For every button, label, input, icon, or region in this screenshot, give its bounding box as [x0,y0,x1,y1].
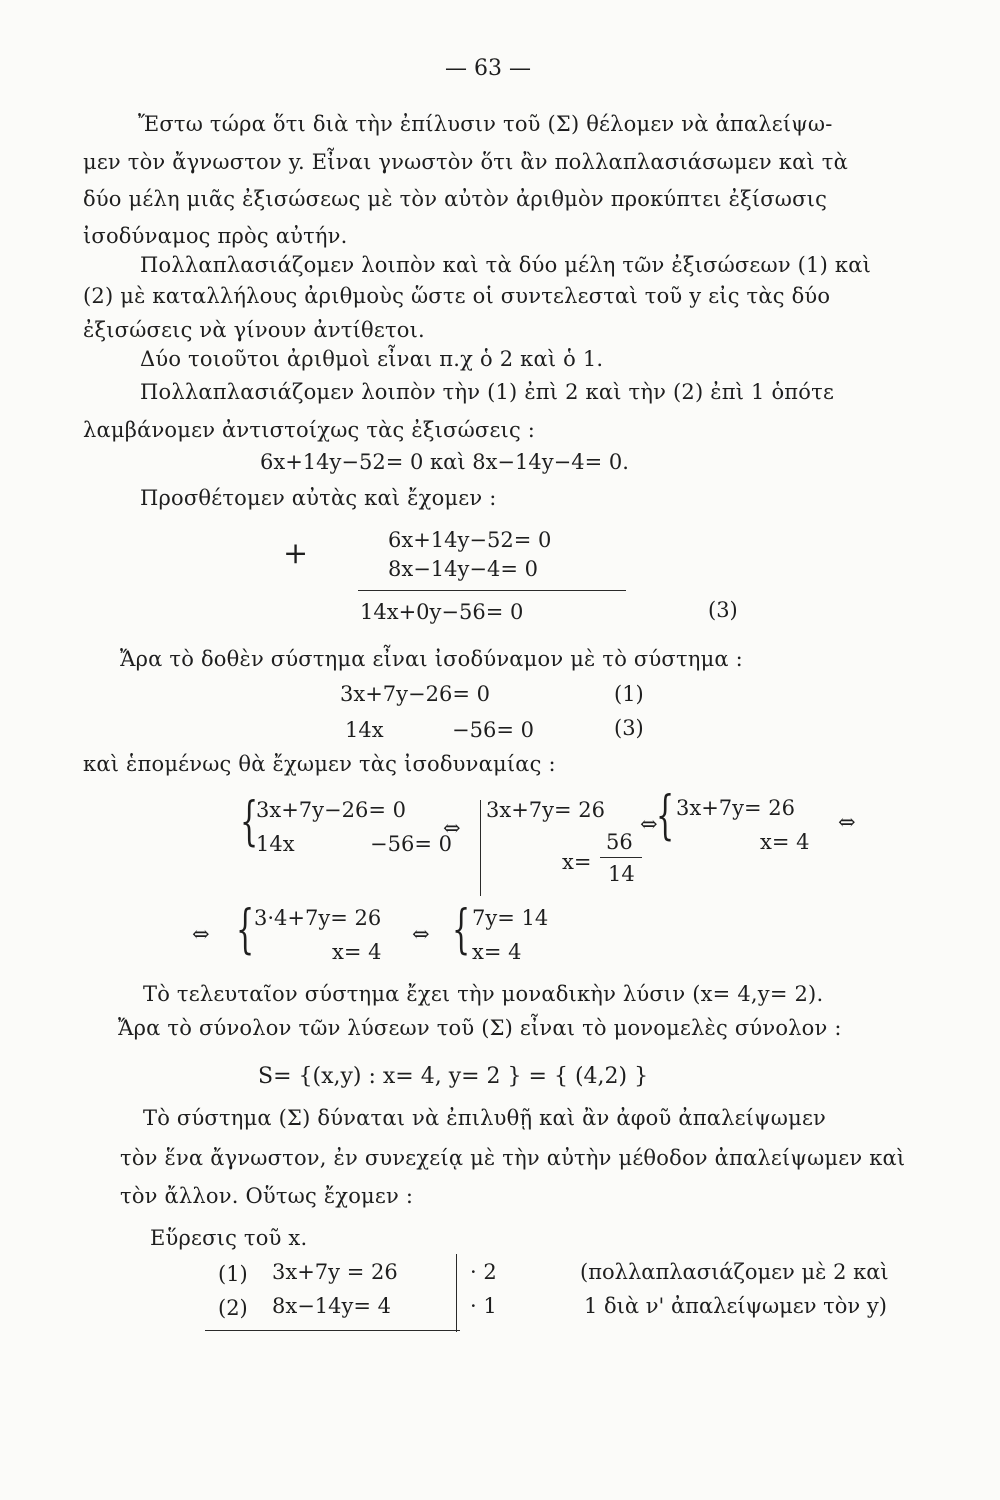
equiv-s3-r1: 3x+7y= 26 [676,796,796,820]
text-line: Δύο τοιοῦτοι ἀριθμοὶ εἶναι π.χ ὁ 2 καὶ ὁ 1. [140,347,604,371]
addition-row-2: 8x−14y−4= 0 [388,557,538,581]
equation-label: (1) [614,682,644,706]
equivalence-arrow: ⇔ [838,810,856,834]
table-underline [205,1330,460,1331]
equivalence-arrow: ⇔ [640,812,658,836]
equiv-s1-r2b: −56= 0 [370,832,452,856]
text-line: δύο μέλη μιᾶς ἐξισώσεως μὲ τὸν αὐτὸν ἀριθμὸν προκύπτει ἐξίσωσις [83,187,828,211]
equation-label: (3) [708,598,738,622]
sum-line [358,590,626,591]
text-line: Ἔστω τώρα ὅτι διὰ τὴν ἐπίλυσιν τοῦ (Σ) θέλομεν νὰ ἀπαλείψω- [138,112,833,136]
equiv-s4-r1: 3·4+7y= 26 [254,906,382,930]
multiplier-1: · 2 [470,1260,497,1284]
equation-label: (3) [614,716,644,740]
fraction-denominator: 14 [608,862,635,886]
addition-row-1: 6x+14y−52= 0 [388,528,552,552]
table-note: 1 διὰ ν' ἀπαλείψωμεν τὸν y) [584,1294,887,1318]
table-divider [456,1254,457,1332]
system-eq-1: 3x+7y−26= 0 [340,682,490,706]
equiv-s1-r2a: 14x [256,832,295,856]
text-line: Ἄρα τὸ δοθὲν σύστημα εἶναι ἰσοδύναμον μὲ τὸ σύστημα : [120,647,743,671]
text-line: καὶ ἑπομένως θὰ ἔχωμεν τὰς ἰσοδυναμίας : [83,752,556,776]
table-equation-1: 3x+7y = 26 [272,1260,398,1284]
equivalence-arrow: ⇔ [192,922,210,946]
equiv-s2-x: x= [562,850,592,874]
system-eq-3-right: −56= 0 [452,718,534,742]
equiv-s3-r2: x= 4 [760,830,810,854]
addition-result: 14x+0y−56= 0 [360,600,524,624]
row-label: (2) [218,1296,248,1320]
plus-sign: + [283,536,309,571]
text-line: ἐξισώσεις νὰ γίνουν ἀντίθετοι. [83,318,425,342]
text-line: Ἄρα τὸ σύνολον τῶν λύσεων τοῦ (Σ) εἶναι τὸ μονομελὲς σύνολον : [118,1016,842,1040]
text-line: Πολλαπλασιάζομεν λοιπὸν τὴν (1) ἐπὶ 2 καὶ τὴν (2) ἐπὶ 1 ὁπότε [140,380,835,404]
text-line: μεν τὸν ἄγνωστον y. Εἶναι γνωστὸν ὅτι ἂν πολλαπλασιάσωμεν καὶ τὰ [83,150,848,174]
solution-set: S= {(x,y) : x= 4, y= 2 } = { (4,2) } [258,1064,649,1089]
row-label: (1) [218,1262,248,1286]
table-equation-2: 8x−14y= 4 [272,1294,392,1318]
multiplier-2: · 1 [470,1294,497,1318]
left-brace: { [656,786,675,846]
text-line: (2) μὲ καταλλήλους ἀριθμοὺς ὥστε οἱ συντελεσταὶ τοῦ y εἰς τὰς δύο [83,284,831,308]
left-brace: { [236,900,255,960]
text-line: ἰσοδύναμος πρὸς αὐτήν. [83,224,348,248]
table-note: (πολλαπλασιάζομεν μὲ 2 καὶ [580,1260,889,1284]
brace-bar [480,800,481,896]
equiv-s4-r2: x= 4 [332,940,382,964]
fraction-bar [600,857,642,858]
equiv-s5-r1: 7y= 14 [472,906,549,930]
text-line: λαμβάνομεν ἀντιστοίχως τὰς ἐξισώσεις : [83,418,536,442]
fraction-numerator: 56 [606,830,633,854]
equivalence-arrow: ⇔ [443,816,461,840]
equation-pair: 6x+14y−52= 0 καὶ 8x−14y−4= 0. [260,450,629,474]
equiv-s1-r1: 3x+7y−26= 0 [256,798,406,822]
equiv-s2-r1: 3x+7y= 26 [486,798,606,822]
system-eq-3-left: 14x [345,718,384,742]
text-line: Τὸ τελευταῖον σύστημα ἔχει τὴν μοναδικὴν λύσιν (x= 4,y= 2). [143,982,824,1006]
text-line: Πολλαπλασιάζομεν λοιπὸν καὶ τὰ δύο μέλη τῶν ἐξισώσεων (1) καὶ [140,253,872,277]
left-brace: { [240,792,259,852]
text-line: Προσθέτομεν αὐτὰς καὶ ἔχομεν : [140,486,497,510]
text-line: τὸν ἄλλον. Οὕτως ἔχομεν : [120,1184,414,1208]
equiv-s5-r2: x= 4 [472,940,522,964]
equivalence-arrow: ⇔ [412,922,430,946]
page-number: — 63 — [445,56,531,81]
text-line: Εὕρεσις τοῦ x. [150,1226,308,1250]
left-brace: { [452,900,471,960]
text-line: τὸν ἕνα ἄγνωστον, ἐν συνεχείᾳ μὲ τὴν αὐτὴν μέθοδον ἀπαλείψωμεν καὶ [120,1146,906,1170]
text-line: Τὸ σύστημα (Σ) δύναται νὰ ἐπιλυθῇ καὶ ἂν ἀφοῦ ἀπαλείψωμεν [143,1106,827,1130]
